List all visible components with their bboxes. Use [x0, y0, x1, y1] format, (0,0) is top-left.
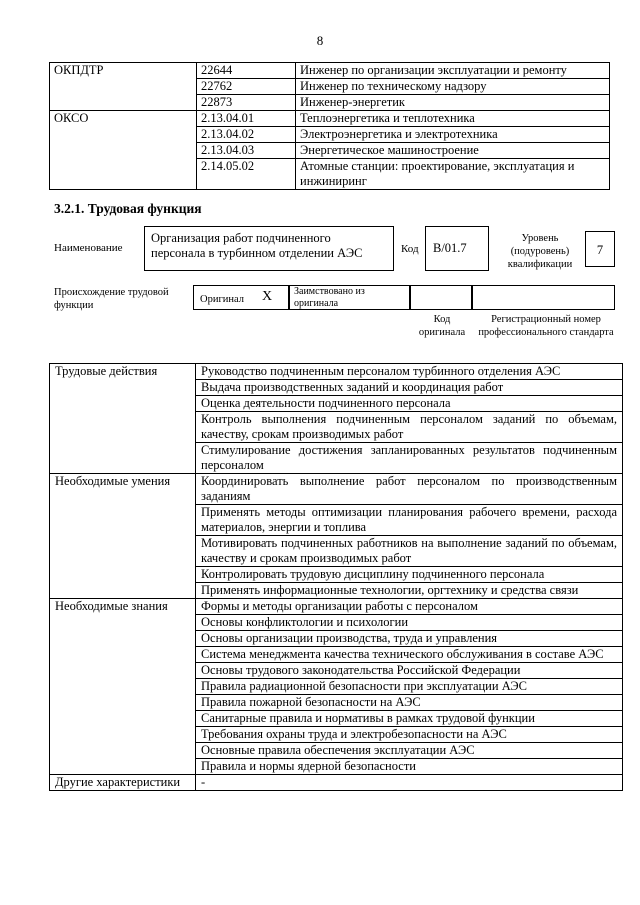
details-item: Санитарные правила и нормативы в рамках трудовой функции — [196, 711, 623, 727]
page-number: 8 — [316, 33, 324, 48]
details-row — [50, 474, 623, 505]
details-item: Основы трудового законодательства Российской Федерации — [196, 663, 623, 679]
details-group-label: Другие характеристики — [50, 775, 196, 791]
classifier-code: 22762 — [197, 79, 296, 95]
details-item: - — [196, 775, 623, 791]
classifier-row — [50, 159, 610, 190]
qualification-level: 7 — [585, 231, 615, 267]
classifier-code: 2.14.05.02 — [197, 159, 296, 190]
details-item: Координировать выполнение работ персоналом по производственным заданиям — [196, 474, 623, 505]
classifier-code: 2.13.04.02 — [197, 127, 296, 143]
details-item: Стимулирование достижения запланированных результатов подчиненным персоналом — [196, 443, 623, 474]
classifier-row — [50, 143, 610, 159]
section-heading: 3.2.1. Трудовая функция — [54, 201, 202, 216]
classifier-title: Атомные станции: проектирование, эксплуатация и инжиниринг — [296, 159, 610, 190]
classifier-name: ОКСО — [50, 111, 197, 127]
origin-label: Происхождение трудовой функции — [54, 287, 169, 311]
details-item: Применять информационные технологии, оргтехнику и средства связи — [196, 583, 623, 599]
reg-number-cell — [472, 285, 615, 310]
original-cell — [193, 285, 289, 310]
function-name: Организация работ подчиненного персонала в турбинном отделении АЭС — [144, 226, 394, 271]
details-item: Основные правила обеспечения эксплуатации АЭС — [196, 743, 623, 759]
classifier-title: Теплоэнергетика и теплотехника — [296, 111, 610, 127]
original-mark: X — [262, 289, 273, 304]
classifier-code: 22644 — [197, 63, 296, 79]
classifier-name: ОКПДТР — [50, 63, 197, 79]
classifier-name — [50, 127, 197, 143]
classifier-name — [50, 79, 197, 95]
details-item: Основы конфликтологии и психологии — [196, 615, 623, 631]
reg-caption: Регистрационный номер профессионального стандарта — [478, 314, 614, 338]
classifier-table — [49, 62, 610, 190]
classifier-row — [50, 63, 610, 79]
details-item: Правила пожарной безопасности на АЭС — [196, 695, 623, 711]
classifier-title: Инженер по организации эксплуатации и ремонту — [296, 63, 610, 79]
classifier-title: Инженер-энергетик — [296, 95, 610, 111]
details-group-label: Трудовые действия — [50, 364, 196, 474]
original-code-cell — [410, 285, 472, 310]
details-item: Мотивировать подчиненных работников на выполнение заданий по объемам, качеству и срокам производимых работ — [196, 536, 623, 567]
original-label: Оригинал — [200, 294, 244, 305]
details-item: Основы организации производства, труда и управления — [196, 631, 623, 647]
details-item: Выдача производственных заданий и координация работ — [196, 380, 623, 396]
details-item: Контролировать трудовую дисциплину подчиненного персонала — [196, 567, 623, 583]
details-item: Руководство подчиненным персоналом турбинного отделения АЭС — [196, 364, 623, 380]
details-item: Оценка деятельности подчиненного персонала — [196, 396, 623, 412]
details-item: Применять методы оптимизации планирования рабочего времени, расхода материалов, энергии и топлива — [196, 505, 623, 536]
details-group-label: Необходимые знания — [50, 599, 196, 775]
classifier-name — [50, 159, 197, 190]
details-row — [50, 599, 623, 615]
classifier-name — [50, 95, 197, 111]
details-item: Формы и методы организации работы с персоналом — [196, 599, 623, 615]
details-item: Правила и нормы ядерной безопасности — [196, 759, 623, 775]
details-item: Контроль выполнения подчиненным персоналом заданий по объемам, качеству, срокам производимых работ — [196, 412, 623, 443]
details-item: Требования охраны труда и электробезопасности на АЭС — [196, 727, 623, 743]
level-label: Уровень (подуровень) квалификации — [507, 233, 573, 270]
classifier-row — [50, 95, 610, 111]
details-item: Система менеджмента качества технического обслуживания в составе АЭС — [196, 647, 623, 663]
classifier-row — [50, 111, 610, 127]
code-caption: Код оригинала — [418, 314, 466, 338]
classifier-title: Инженер по техническому надзору — [296, 79, 610, 95]
classifier-code: 2.13.04.01 — [197, 111, 296, 127]
details-row — [50, 775, 623, 791]
classifier-row — [50, 127, 610, 143]
classifier-code: 2.13.04.03 — [197, 143, 296, 159]
borrowed-cell — [289, 285, 410, 310]
classifier-code: 22873 — [197, 95, 296, 111]
details-item: Правила радиационной безопасности при эксплуатации АЭС — [196, 679, 623, 695]
code-label: Код — [401, 243, 419, 255]
classifier-row — [50, 79, 610, 95]
name-label: Наименование — [54, 242, 123, 254]
function-details-table — [49, 363, 623, 791]
details-row — [50, 364, 623, 380]
classifier-title: Энергетическое машиностроение — [296, 143, 610, 159]
borrowed-label: Заимствовано из оригинала — [294, 286, 365, 309]
details-group-label: Необходимые умения — [50, 474, 196, 599]
function-code: B/01.7 — [425, 226, 489, 271]
classifier-title: Электроэнергетика и электротехника — [296, 127, 610, 143]
classifier-name — [50, 143, 197, 159]
